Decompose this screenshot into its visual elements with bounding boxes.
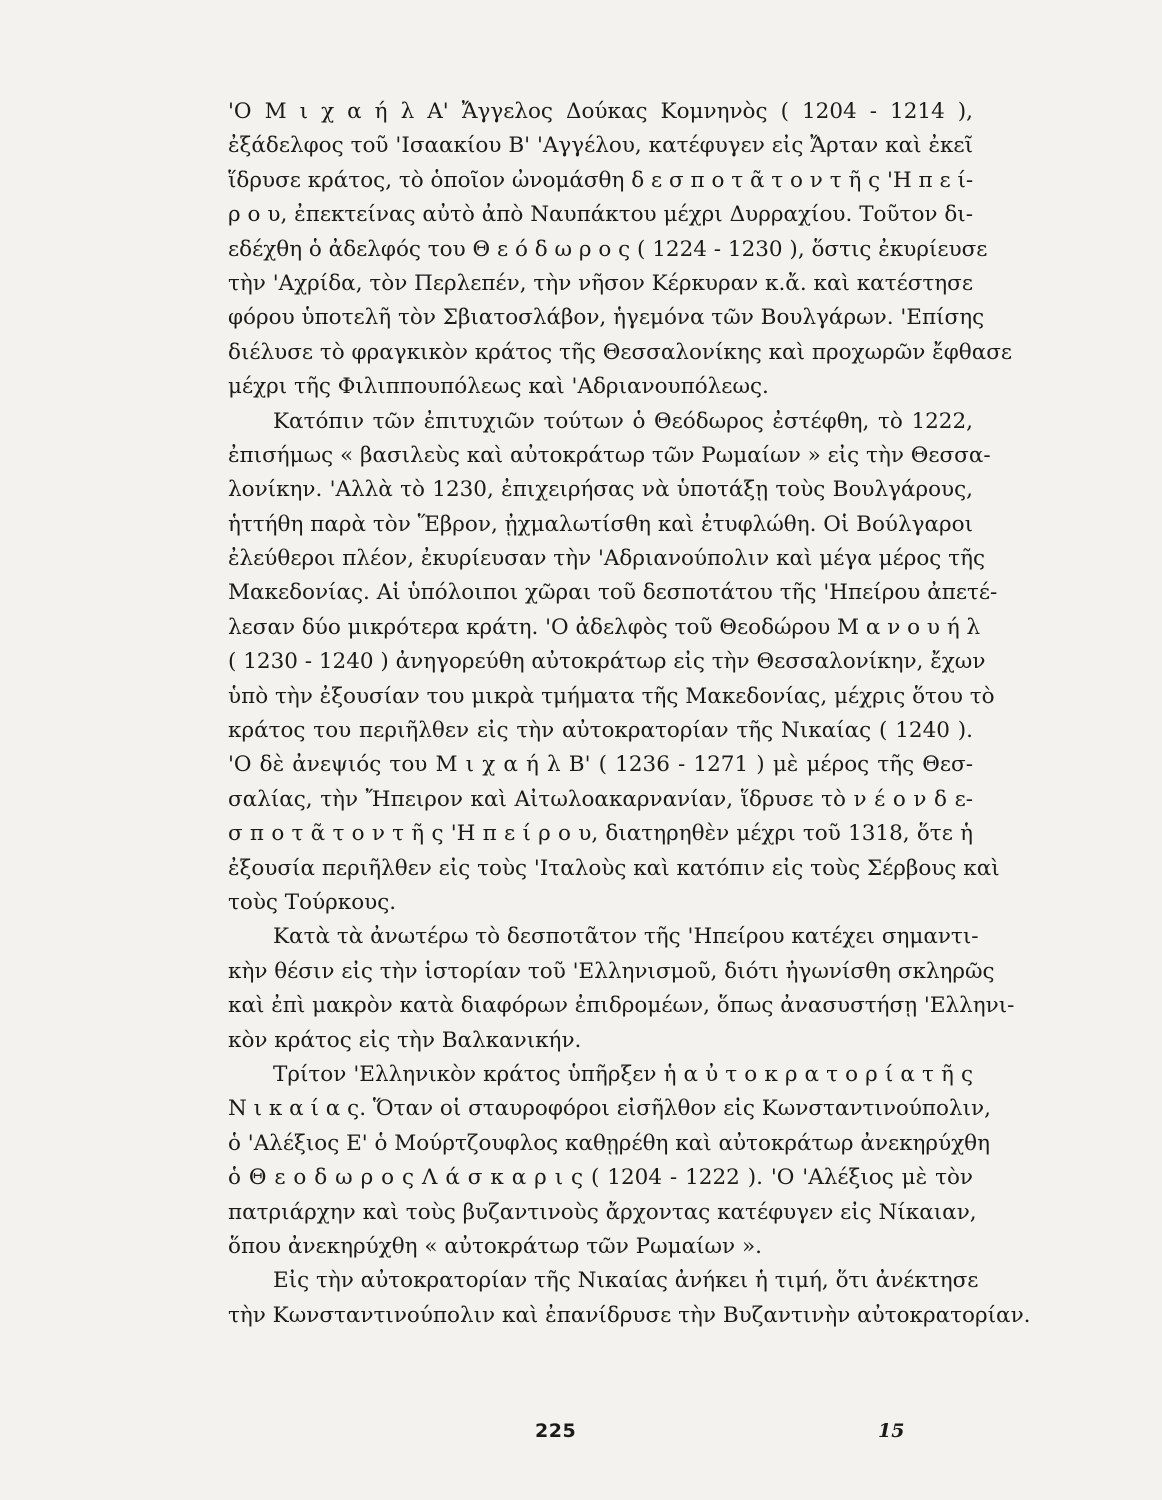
text-line: ἐλεύθεροι πλέον, ἐκυρίευσαν τὴν 'Αδριανούπολιν καὶ μέγα μέρος τῆς — [228, 546, 985, 572]
text-line: ἡττήθη παρὰ τὸν Ἕβρον, ᾐχμαλωτίσθη καὶ ἐτυφλώθη. Οἱ Βούλγαροι — [228, 511, 973, 537]
text-line: φόρου ὑποτελῆ τὸν Σβιατοσλάβον, ἡγεμόνα τῶν Βουλγάρων. 'Επίσης — [228, 305, 985, 331]
text-line: σαλίας, τὴν Ἤπειρον καὶ Αἰτωλοακαρνανίαν, ἵδρυσε τὸ ν έ ο ν δ ε- — [228, 786, 973, 812]
text-line: πατριάρχην καὶ τοὺς βυζαντινοὺς ἄρχοντας κατέφυγεν εἰς Νίκαιαν, — [228, 1199, 977, 1225]
body-text — [228, 95, 1031, 1333]
page-number: 225 — [535, 1420, 577, 1442]
paragraph-2 — [228, 405, 1000, 921]
text-line: τὴν 'Αχρίδα, τὸν Περλεπέν, τὴν νῆσον Κέρκυραν κ.ἄ. καὶ κατέστησε — [228, 270, 973, 296]
text-line: μέχρι τῆς Φιλιππουπόλεως καὶ 'Αδριανουπόλεως. — [228, 374, 769, 400]
text-line: ἐπισήμως « βασιλεὺς καὶ αὐτοκράτωρ τῶν Ρωμαίων » εἰς τὴν Θεσσα- — [228, 442, 991, 468]
text-line: Τρίτον 'Ελληνικὸν κράτος ὑπῆρξεν ἡ α ὐ τ ο κ ρ α τ ο ρ ί α τ ῆ ς — [273, 1061, 973, 1087]
text-line: εδέχθη ὁ ἀδελφός του Θ ε ό δ ω ρ ο ς ( 1224 - 1230 ), ὅστις ἐκυρίευσε — [228, 236, 988, 262]
paragraph-1 — [228, 95, 1013, 405]
text-line: κὸν κράτος εἰς τὴν Βαλκανικήν. — [228, 1027, 582, 1053]
text-line: κὴν θέσιν εἰς τὴν ἱστορίαν τοῦ 'Ελληνισμοῦ, διότι ἠγωνίσθη σκληρῶς — [228, 958, 995, 984]
paragraph-4 — [228, 1058, 991, 1264]
text-line: τοὺς Τούρκους. — [228, 889, 397, 915]
text-line: ἐξουσία περιῆλθεν εἰς τοὺς 'Ιταλοὺς καὶ κατόπιν εἰς τοὺς Σέρβους καὶ — [228, 855, 1000, 881]
text-line: διέλυσε τὸ φραγκικὸν κράτος τῆς Θεσσαλονίκης καὶ προχωρῶν ἔφθασε — [228, 339, 1013, 365]
page-footer — [0, 1420, 1162, 1460]
text-line: ἐξάδελφος τοῦ 'Ισαακίου Β' 'Αγγέλου, κατέφυγεν εἰς Ἄρταν καὶ ἐκεῖ — [228, 133, 973, 159]
text-line: Μακεδονίας. Αἱ ὑπόλοιποι χῶραι τοῦ δεσποτάτου τῆς 'Ηπείρου ἀπετέ- — [228, 580, 998, 606]
signature-mark: 15 — [878, 1420, 905, 1442]
text-line: σ π ο τ ᾶ τ ο ν τ ῆ ς 'Η π ε ί ρ ο υ, διατηρηθὲν μέχρι τοῦ 1318, ὅτε ἡ — [228, 821, 973, 847]
text-line: ὅπου ἀνεκηρύχθη « αὐτοκράτωρ τῶν Ρωμαίων ». — [228, 1233, 762, 1259]
text-line: ὁ 'Αλέξιος Ε' ὁ Μούρτζουφλος καθῃρέθη καὶ αὐτοκράτωρ ἀνεκηρύχθη — [228, 1130, 990, 1156]
paragraph-3 — [228, 920, 1015, 1058]
text-line: ( 1230 - 1240 ) ἀνηγορεύθη αὐτοκράτωρ εἰς τὴν Θεσσαλονίκην, ἔχων — [228, 649, 986, 675]
text-line: ρ ο υ, ἐπεκτείνας αὐτὸ ἀπὸ Ναυπάκτου μέχρι Δυρραχίου. Τοῦτον δι- — [228, 202, 973, 228]
text-line: καὶ ἐπὶ μακρὸν κατὰ διαφόρων ἐπιδρομέων, ὅπως ἀνασυστήσῃ 'Ελληνι- — [228, 993, 1015, 1019]
text-line: 'Ο δὲ ἀνεψιός του Μ ι χ α ή λ Β' ( 1236 - 1271 ) μὲ μέρος τῆς Θεσ- — [228, 752, 973, 778]
paragraph-5 — [228, 1264, 1031, 1333]
text-line: τὴν Κωνσταντινούπολιν καὶ ἐπανίδρυσε τὴν Βυζαντινὴν αὐτοκρατορίαν. — [228, 1302, 1031, 1328]
text-line: ἵδρυσε κράτος, τὸ ὁποῖον ὠνομάσθη δ ε σ π ο τ ᾶ τ ο ν τ ῆ ς 'Η π ε ί- — [228, 167, 974, 193]
text-line: ὑπὸ τὴν ἐξουσίαν του μικρὰ τμήματα τῆς Μακεδονίας, μέχρις ὅτου τὸ — [228, 683, 995, 709]
text-line: 'Ο Μ ι χ α ή λ Α' Ἄγγελος Δούκας Κομνηνὸς ( 1204 - 1214 ), — [228, 99, 973, 124]
text-line: λεσαν δύο μικρότερα κράτη. 'Ο ἀδελφὸς τοῦ Θεοδώρου Μ α ν ο υ ή λ — [228, 614, 981, 640]
text-line: Ν ι κ α ί α ς. Ὅταν οἱ σταυροφόροι εἰσῆλθον εἰς Κωνσταντινούπολιν, — [228, 1096, 991, 1122]
text-line: Εἰς τὴν αὐτοκρατορίαν τῆς Νικαίας ἀνήκει ἡ τιμή, ὅτι ἀνέκτησε — [273, 1268, 979, 1294]
text-line: Κατὰ τὰ ἀνωτέρω τὸ δεσποτᾶτον τῆς 'Ηπείρου κατέχει σημαντι- — [273, 924, 979, 950]
text-line: Κατόπιν τῶν ἐπιτυχιῶν τούτων ὁ Θεόδωρος ἐστέφθη, τὸ 1222, — [273, 408, 973, 434]
text-line: κράτος του περιῆλθεν εἰς τὴν αὐτοκρατορίαν τῆς Νικαίας ( 1240 ). — [228, 718, 973, 744]
text-line: ὁ Θ ε ο δ ω ρ ο ς Λ ά σ κ α ρ ι ς ( 1204 - 1222 ). 'Ο 'Αλέξιος μὲ τὸν — [228, 1165, 973, 1191]
text-line: λονίκην. 'Αλλὰ τὸ 1230, ἐπιχειρήσας νὰ ὑποτάξῃ τοὺς Βουλγάρους, — [228, 477, 973, 503]
